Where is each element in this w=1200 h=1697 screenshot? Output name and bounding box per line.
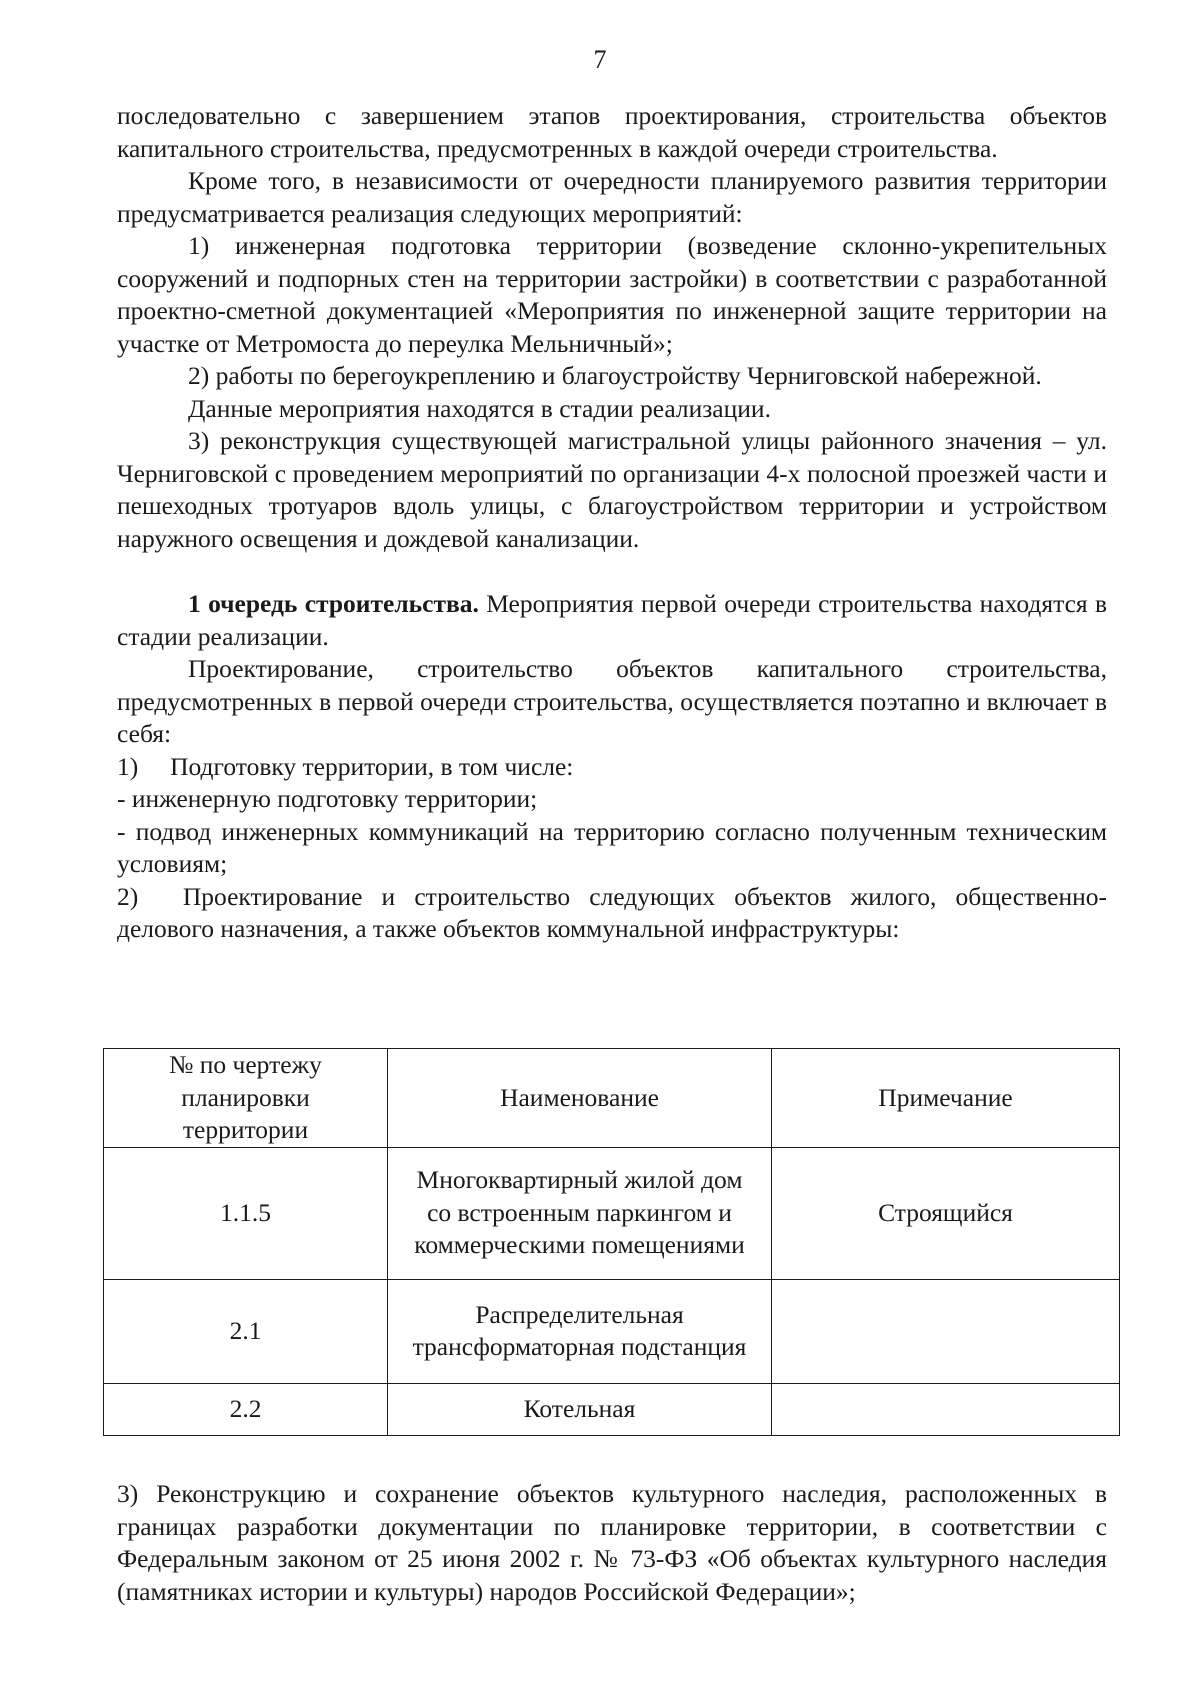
dash-item-utilities: - подвод инженерных коммуникаций на территорию согласно полученным техническим условиям; <box>117 816 1107 878</box>
cell-number: 2.1 <box>104 1279 388 1383</box>
document-body <box>117 100 1107 946</box>
header-name: Наименование <box>388 1049 772 1148</box>
paragraph-design-construction: Проектирование, строительство объектов капитального строительства, предусмотренных в первой очереди строительства, осуществляется поэтапно и включает в себя: <box>117 654 1107 748</box>
paragraph-continuation: последовательно с завершением этапов проектирования, строительства объектов капитального строительства, предусмотренных в каждой очереди строительства. <box>117 101 1107 163</box>
first-stage-text: Мероприятия первой очереди строительства находятся в стадии реализации. <box>117 589 1107 651</box>
header-drawing-number: № по чертежу планировки территории <box>104 1049 388 1148</box>
cell-name: Котельная <box>388 1383 772 1435</box>
cell-number: 1.1.5 <box>104 1147 388 1279</box>
cell-note <box>772 1279 1120 1383</box>
table-row <box>104 1383 1120 1435</box>
table-row <box>104 1279 1120 1383</box>
closing-section <box>117 1478 1107 1608</box>
table-row <box>104 1147 1120 1279</box>
first-stage-heading: 1 очередь строительства. <box>188 589 479 618</box>
list-item-bank-protection: 2) работы по берегоукреплению и благоустройству Черниговской набережной. <box>188 361 1042 390</box>
cell-note: Строящийся <box>772 1147 1120 1279</box>
list-item-objects-design: 2) Проектирование и строительство следующих объектов жилого, общественно-делового назначения, а также объектов коммунальной инфраструктуры: <box>117 881 1107 943</box>
cell-number: 2.2 <box>104 1383 388 1435</box>
objects-table <box>103 1048 1120 1436</box>
dash-item-engineering: - инженерную подготовку территории; <box>117 784 538 813</box>
paragraph-status: Данные мероприятия находятся в стадии реализации. <box>188 393 771 423</box>
paragraph-first-stage <box>117 588 1107 653</box>
list-item-territory-preparation: 1) Подготовку территории, в том числе: <box>117 751 574 781</box>
cell-name: Многоквартирный жилой дом со встроенным паркингом и коммерческими помещениями <box>388 1147 772 1279</box>
header-note: Примечание <box>772 1049 1120 1148</box>
page-number: 7 <box>593 45 607 74</box>
paragraph-cultural-heritage: 3) Реконструкцию и сохранение объектов культурного наследия, расположенных в границах разработки документации по планировке территории, в соответствии с Федеральным законом от 25 июня 2002 г. № 73-ФЗ «Об объектах культурного наследия (памятниках истории и культуры) народов Российской Федерации»; <box>117 1479 1107 1606</box>
cell-note <box>772 1383 1120 1435</box>
cell-name: Распределительная трансформаторная подстанция <box>388 1279 772 1383</box>
list-item-street-reconstruction: 3) реконструкция существующей магистральной улицы районного значения – ул. Черниговской с проведением мероприятий по организации 4-х полосной проезжей части и пешеходных тротуаров вдоль улицы, с благоустройством территории и устройством наружного освещения и дождевой канализации. <box>117 426 1107 553</box>
table-header-row <box>104 1049 1120 1148</box>
paragraph-additional-measures: Кроме того, в независимости от очередности планируемого развития территории предусматривается реализация следующих мероприятий: <box>117 166 1107 228</box>
list-item-engineering-preparation: 1) инженерная подготовка территории (возведение склонно-укрепительных сооружений и подпорных стен на территории застройки) в соответствии с разработанной проектно-сметной документацией «Мероприятия по инженерной защите территории на участке от Метромоста до переулка Мельничный»; <box>117 231 1107 358</box>
